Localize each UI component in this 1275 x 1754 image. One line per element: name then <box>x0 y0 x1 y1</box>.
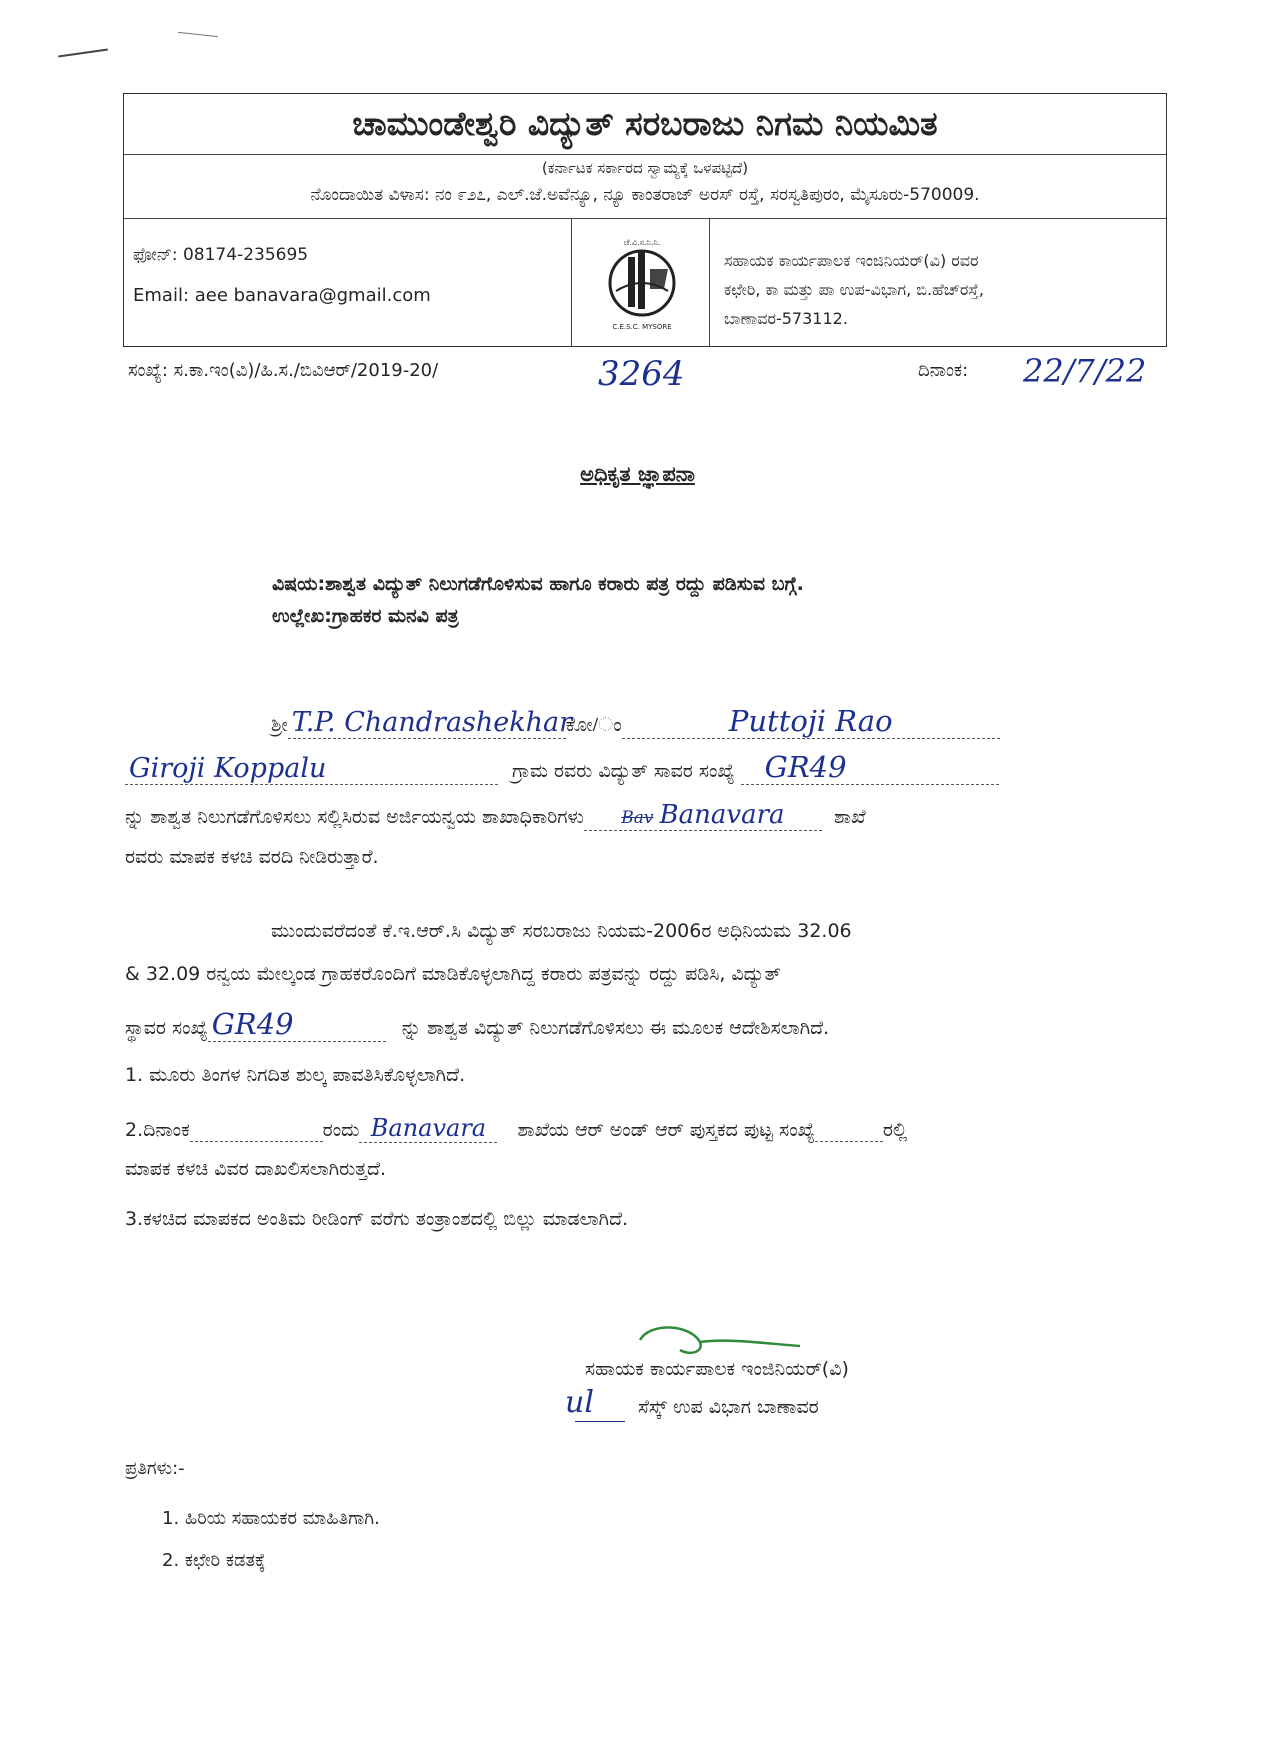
letterhead-box <box>123 93 1167 347</box>
phone-number: ಫೋನ್: 08174-235695 <box>133 245 309 265</box>
points-list <box>125 1060 1170 1240</box>
email-address: Email: aee banavara@gmail.com <box>133 285 431 306</box>
point-2-start: 2.ದಿನಾಂಕ <box>125 1119 190 1141</box>
para1-line-4: ರವರು ಮಾಪಕ ಕಳಚಿ ವರದಿ ನೀಡಿರುತ್ತಾರೆ. <box>125 846 379 868</box>
org-subtitle: (ಕರ್ನಾಟಕ ಸರ್ಕಾರದ ಸ್ವಾಮ್ಯಕ್ಕೆ ಒಳಪಟ್ಟಿದೆ) <box>541 159 749 177</box>
father-name: Puttoji Rao <box>728 704 893 738</box>
rr-number-field-2 <box>208 1007 386 1042</box>
date-label: ದಿನಾಂಕ: <box>918 360 969 381</box>
para2-line-3-start: ಸ್ಥಾವರ ಸಂಖ್ಯೆ <box>125 1017 208 1039</box>
stray-mark <box>178 32 218 37</box>
rr-number-field <box>741 750 999 785</box>
point-2-end: ರಲ್ಲಿ <box>882 1119 908 1141</box>
branch-struck: Bav <box>621 808 654 828</box>
father-name-field <box>622 704 1000 739</box>
subject-line: ವಿಷಯ:ಶಾಶ್ವತ ವಿದ್ಯುತ್ ನಿಲುಗಡೆಗೊಳಿಸುವ ಹಾಗೂ ಕರಾರು ಪತ್ರ ರದ್ದು ಪಡಿಸುವ ಬಗ್ಗೆ. <box>272 573 804 595</box>
rr-number-2: GR49 <box>211 1007 294 1041</box>
shri-prefix: ಶ್ರೀ <box>271 714 288 736</box>
para1-line-2 <box>125 750 999 785</box>
reference-number-row <box>128 352 1168 412</box>
logo-bottom-text: C.E.S.C. MYSORE <box>612 323 672 331</box>
cesc-logo <box>586 229 698 337</box>
reference-number-label: ಸಂಖ್ಯೆ: ಸ.ಕಾ.ಇಂ(ವಿ)/ಹಿ.ಸ./ಬಿವಿಆರ್/2019-20/ <box>128 360 439 381</box>
care-of-label: ಕೋ/ಂ <box>565 714 622 736</box>
initials-underline <box>575 1421 625 1422</box>
paragraph-2 <box>125 910 1170 1050</box>
copy-item-2: 2. ಕಛೇರಿ ಕಡತಕ್ಕೆ <box>162 1550 266 1571</box>
point-2 <box>125 1114 907 1143</box>
reference-line: ಉಲ್ಲೇಖ:ಗ್ರಾಹಕರ ಮನವಿ ಪತ್ರ <box>272 605 459 627</box>
para2-line-3 <box>125 1007 829 1042</box>
para2-line-2: & 32.09 ರನ್ವಯ ಮೇಲ್ಕಂಡ ಗ್ರಾಹಕರೊಂದಿಗೆ ಮಾಡಿಕೊಳ್ಳಲಾಗಿದ್ದ ಕರಾರು ಪತ್ರವನ್ನು ರದ್ದು ಪಡಿಸಿ, ವಿದ್ಯುತ್ <box>125 963 781 985</box>
date-handwritten: 22/7/22 <box>1023 352 1147 390</box>
para1-line-1 <box>271 704 1000 739</box>
copies-heading: ಪ್ರತಿಗಳು:- <box>125 1458 185 1479</box>
para1-line-3-text: ನ್ನು ಶಾಶ್ವತ ನಿಲುಗಡೆಗೊಳಿಸಲು ಸಲ್ಲಿಸಿರುವ ಅರ್ಜಿಯನ್ವಯ ಶಾಖಾಧಿಕಾರಿಗಳು <box>125 806 584 828</box>
para1-line-3 <box>125 800 866 831</box>
copy-item-1: 1. ಹಿರಿಯ ಸಹಾಯಕರ ಮಾಹಿತಿಗಾಗಿ. <box>162 1508 380 1529</box>
point-2-mid: ರಂದು <box>322 1119 360 1141</box>
point-2-after: ಶಾಖೆಯ ಆರ್ ಅಂಡ್ ಆರ್ ಪುಸ್ತಕದ ಪುಟ್ಟ ಸಂಖ್ಯೆ <box>517 1119 815 1141</box>
para2-line-1: ಮುಂದುವರೆದಂತೆ ಕೆ.ಇ.ಆರ್.ಸಿ ವಿದ್ಯುತ್ ಸರಬರಾಜು ನಿಯಮ-2006ರ ಅಧಿನಿಯಮ 32.06 <box>271 920 852 942</box>
document-title: ಅಧಿಕೃತ ಜ್ಞಾಪನಾ <box>580 462 695 486</box>
signatory-initials: ul <box>565 1385 594 1420</box>
point-2-branch-field <box>359 1114 497 1143</box>
paragraph-1 <box>125 690 1170 890</box>
divider <box>571 219 572 346</box>
office-line-2: ಕಛೇರಿ, ಕಾ ಮತ್ತು ಪಾ ಉಪ-ವಿಭಾಗ, ಬಿ.ಹೆಚ್‌ರಸ್ತೆ, <box>724 280 984 299</box>
date-blank <box>190 1119 323 1142</box>
consumer-name-field <box>288 707 573 739</box>
signatory-office: ಸೆಸ್ಕ್ ಉಪ ವಿಭಾಗ ಬಾಣಾವರ <box>638 1396 819 1418</box>
office-line-1: ಸಹಾಯಕ ಕಾರ್ಯಪಾಲಕ ಇಂಜಿನಿಯರ್(ವಿ) ರವರ <box>724 251 979 270</box>
registered-address: ನೊಂದಾಯಿತ ವಿಳಾಸ: ನಂ ೯೨೭, ಎಲ್.ಜೆ.ಅವೆನ್ಯೂ, ನ್ಯೂ ಕಾಂತರಾಜ್ ಅರಸ್ ರಸ್ತೆ, ಸರಸ್ವತಿಪುರಂ, ಮೈಸೂರು-570009. <box>310 185 980 205</box>
branch-name: Banavara <box>659 800 785 830</box>
office-line-3: ಬಾಣಾವರ-573112. <box>724 309 848 328</box>
logo-top-text: ಚೆ.ವಿ.ಸ.ನಿ.ನಿ. <box>623 238 661 247</box>
village-name: Giroji Koppalu <box>129 753 327 784</box>
letterhead-address-row <box>124 155 1166 219</box>
page-number-blank <box>815 1119 883 1142</box>
org-name: ಚಾಮುಂಡೇಶ್ವರಿ ವಿದ್ಯುತ್ ಸರಬರಾಜು ನಿಗಮ ನಿಯಮಿತ <box>352 104 938 143</box>
para2-line-3-end: ನ್ನು ಶಾಶ್ವತ ವಿದ್ಯುತ್ ನಿಲುಗಡೆಗೊಳಿಸಲು ಈ ಮೂಲಕ ಆದೇಶಿಸಲಾಗಿದೆ. <box>401 1017 830 1039</box>
para1-line-3-end: ಶಾಖೆ <box>833 806 866 828</box>
letterhead-contact-row <box>124 219 1166 346</box>
consumer-name: T.P. Chandrashekhar <box>291 707 573 738</box>
reference-number-handwritten: 3264 <box>598 354 685 394</box>
village-text: ಗ್ರಾಮ ರವರು ವಿದ್ಯುತ್ ಸಾವರ ಸಂಖ್ಯೆ <box>512 760 735 782</box>
signature-block <box>560 1320 1030 1430</box>
rr-number: GR49 <box>764 750 847 784</box>
point-1: 1. ಮೂರು ತಿಂಗಳ ನಿಗದಿತ ಶುಲ್ಕ ಪಾವತಿಸಿಕೊಳ್ಳಲಾಗಿದೆ. <box>125 1064 466 1086</box>
stray-mark <box>58 49 108 58</box>
point-2-branch: Banavara <box>370 1114 487 1142</box>
point-2-line-2: ಮಾಪಕ ಕಳಚಿ ವಿವರ ದಾಖಲಿಸಲಾಗಿರುತ್ತದೆ. <box>125 1158 387 1180</box>
branch-field <box>584 800 822 831</box>
letterhead-title-row <box>124 94 1166 155</box>
divider <box>709 219 710 346</box>
village-field <box>125 753 498 785</box>
signatory-designation: ಸಹಾಯಕ ಕಾರ್ಯಪಾಲಕ ಇಂಜಿನಿಯರ್(ವಿ) <box>585 1358 849 1380</box>
point-3: 3.ಕಳಚಿದ ಮಾಪಕದ ಅಂತಿಮ ರೀಡಿಂಗ್ ವರೆಗು ತಂತ್ರಾಂಶದಲ್ಲಿ ಬಿಲ್ಲು ಮಾಡಲಾಗಿದೆ. <box>125 1208 629 1230</box>
